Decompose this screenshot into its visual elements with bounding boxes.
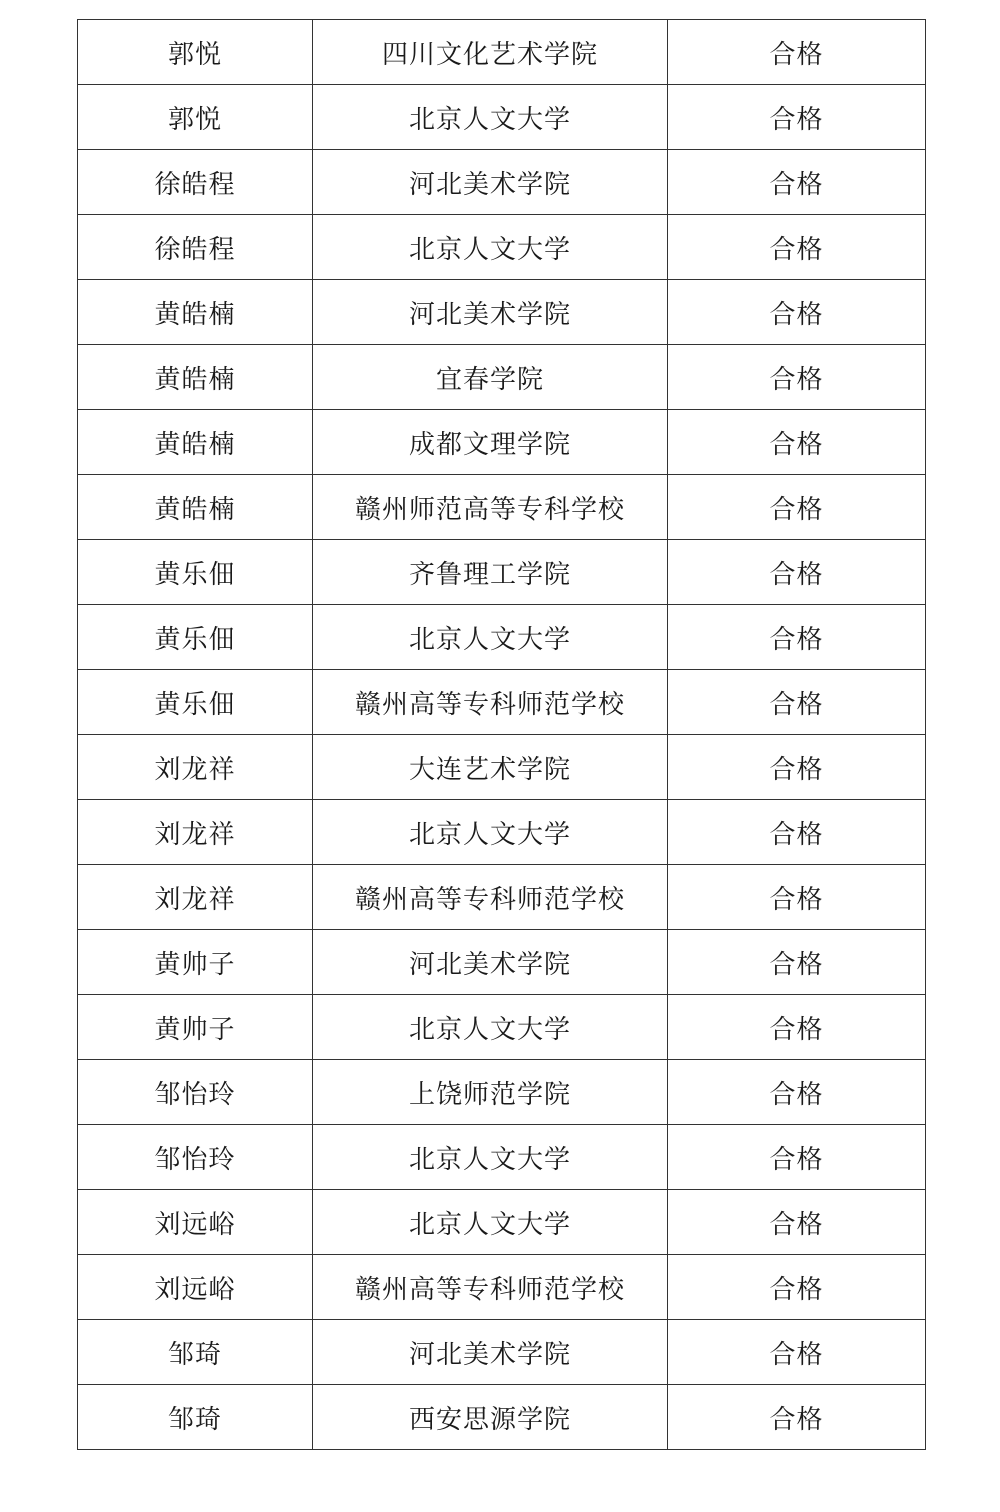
student-name-cell: 刘龙祥 (78, 865, 313, 930)
student-name-cell: 黄帅子 (78, 930, 313, 995)
result-cell: 合格 (668, 215, 926, 280)
school-name-cell: 北京人文大学 (313, 215, 668, 280)
result-cell: 合格 (668, 150, 926, 215)
school-name-cell: 北京人文大学 (313, 995, 668, 1060)
table-row (78, 215, 926, 280)
student-name-cell: 邹琦 (78, 1320, 313, 1385)
school-name-cell: 北京人文大学 (313, 800, 668, 865)
result-cell: 合格 (668, 1190, 926, 1255)
school-name-cell: 河北美术学院 (313, 280, 668, 345)
school-name-cell: 成都文理学院 (313, 410, 668, 475)
student-name-cell: 黄帅子 (78, 995, 313, 1060)
result-cell: 合格 (668, 20, 926, 85)
table-row (78, 1060, 926, 1125)
result-cell: 合格 (668, 670, 926, 735)
student-name-cell: 黄皓楠 (78, 345, 313, 410)
school-name-cell: 赣州高等专科师范学校 (313, 670, 668, 735)
result-cell: 合格 (668, 540, 926, 605)
table-row (78, 995, 926, 1060)
school-name-cell: 赣州师范高等专科学校 (313, 475, 668, 540)
table-row (78, 800, 926, 865)
results-table (77, 19, 926, 1450)
table-row (78, 1190, 926, 1255)
table-row (78, 1320, 926, 1385)
school-name-cell: 北京人文大学 (313, 1125, 668, 1190)
school-name-cell: 大连艺术学院 (313, 735, 668, 800)
student-name-cell: 徐皓程 (78, 215, 313, 280)
table-row (78, 605, 926, 670)
school-name-cell: 河北美术学院 (313, 150, 668, 215)
student-name-cell: 刘远峪 (78, 1255, 313, 1320)
results-table-body (78, 20, 926, 1450)
table-row (78, 540, 926, 605)
student-name-cell: 黄皓楠 (78, 410, 313, 475)
table-row (78, 150, 926, 215)
school-name-cell: 西安思源学院 (313, 1385, 668, 1450)
result-cell: 合格 (668, 1255, 926, 1320)
student-name-cell: 黄乐佃 (78, 670, 313, 735)
result-cell: 合格 (668, 735, 926, 800)
result-cell: 合格 (668, 995, 926, 1060)
table-row (78, 1125, 926, 1190)
table-row (78, 345, 926, 410)
table-row (78, 930, 926, 995)
school-name-cell: 赣州高等专科师范学校 (313, 865, 668, 930)
table-row (78, 475, 926, 540)
result-cell: 合格 (668, 800, 926, 865)
result-cell: 合格 (668, 1060, 926, 1125)
result-cell: 合格 (668, 85, 926, 150)
result-cell: 合格 (668, 1125, 926, 1190)
student-name-cell: 黄乐佃 (78, 605, 313, 670)
school-name-cell: 齐鲁理工学院 (313, 540, 668, 605)
school-name-cell: 赣州高等专科师范学校 (313, 1255, 668, 1320)
result-cell: 合格 (668, 1320, 926, 1385)
result-cell: 合格 (668, 865, 926, 930)
school-name-cell: 北京人文大学 (313, 1190, 668, 1255)
table-row (78, 85, 926, 150)
school-name-cell: 河北美术学院 (313, 1320, 668, 1385)
table-row (78, 735, 926, 800)
school-name-cell: 北京人文大学 (313, 85, 668, 150)
student-name-cell: 黄皓楠 (78, 280, 313, 345)
table-row (78, 865, 926, 930)
result-cell: 合格 (668, 475, 926, 540)
table-row (78, 410, 926, 475)
table-row (78, 20, 926, 85)
result-cell: 合格 (668, 410, 926, 475)
table-row (78, 1385, 926, 1450)
school-name-cell: 宜春学院 (313, 345, 668, 410)
school-name-cell: 河北美术学院 (313, 930, 668, 995)
student-name-cell: 郭悦 (78, 20, 313, 85)
student-name-cell: 刘远峪 (78, 1190, 313, 1255)
student-name-cell: 黄皓楠 (78, 475, 313, 540)
result-cell: 合格 (668, 930, 926, 995)
school-name-cell: 四川文化艺术学院 (313, 20, 668, 85)
student-name-cell: 黄乐佃 (78, 540, 313, 605)
school-name-cell: 上饶师范学院 (313, 1060, 668, 1125)
student-name-cell: 徐皓程 (78, 150, 313, 215)
student-name-cell: 邹怡玲 (78, 1060, 313, 1125)
student-name-cell: 刘龙祥 (78, 735, 313, 800)
table-row (78, 670, 926, 735)
student-name-cell: 邹怡玲 (78, 1125, 313, 1190)
result-cell: 合格 (668, 1385, 926, 1450)
table-row (78, 280, 926, 345)
result-cell: 合格 (668, 345, 926, 410)
result-cell: 合格 (668, 605, 926, 670)
result-cell: 合格 (668, 280, 926, 345)
student-name-cell: 邹琦 (78, 1385, 313, 1450)
student-name-cell: 刘龙祥 (78, 800, 313, 865)
student-name-cell: 郭悦 (78, 85, 313, 150)
table-row (78, 1255, 926, 1320)
school-name-cell: 北京人文大学 (313, 605, 668, 670)
